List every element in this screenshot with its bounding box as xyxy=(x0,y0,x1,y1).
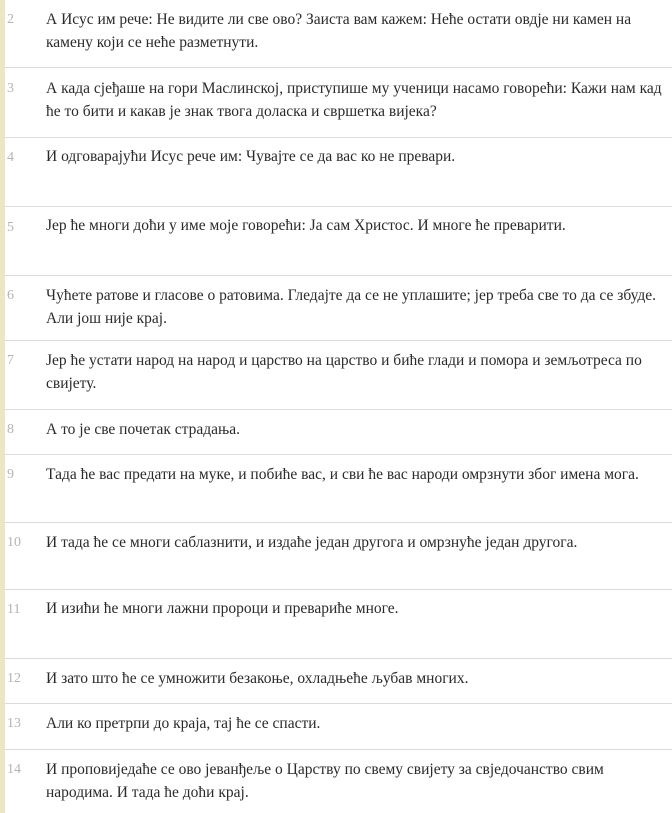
verse-row-12[interactable] xyxy=(5,659,672,704)
verse-number: 13 xyxy=(7,716,21,731)
verse-row-8[interactable] xyxy=(5,410,672,455)
verse-row-7[interactable] xyxy=(5,341,672,410)
verse-row-10[interactable] xyxy=(5,523,672,590)
verse-number: 12 xyxy=(7,671,21,686)
verse-row-6[interactable] xyxy=(5,276,672,341)
verse-row-9[interactable] xyxy=(5,455,672,523)
verse-number: 14 xyxy=(7,762,21,777)
verse-row-2[interactable] xyxy=(5,0,672,68)
verse-text: Тада ће вас предати на муке, и побиће вас, и сви ће вас народи омрзнути због имена мога. xyxy=(46,466,639,483)
verse-text: Чућете ратове и гласове о ратовима. Гледајте да се не уплашите; јер треба све то да се збуде. Али још није крај. xyxy=(46,287,657,327)
verse-row-11[interactable] xyxy=(5,590,672,659)
verse-number: 3 xyxy=(7,81,14,96)
verse-list xyxy=(5,0,672,813)
verse-number: 11 xyxy=(7,602,21,617)
verse-number: 6 xyxy=(7,288,14,303)
verse-row-3[interactable] xyxy=(5,68,672,138)
verse-row-5[interactable] xyxy=(5,207,672,276)
verse-text: И изићи ће многи лажни пророци и превариће многе. xyxy=(46,600,399,617)
verse-number: 10 xyxy=(7,535,21,550)
verse-text: А Исус им рече: Не видите ли све ово? Заиста вам кажем: Неће остати овдје ни камен на камену који се неће разметнути. xyxy=(46,11,632,51)
verse-text: А када сјеђаше на гори Маслинској, приступише му ученици насамо говорећи: Кажи нам кад ће то бити и какав је знак твога доласка и свршетка вијека? xyxy=(46,80,662,120)
verse-text: И зато што ће се умножити безакоње, охладњеће љубав многих. xyxy=(46,670,469,687)
verse-text: Јер ће многи доћи у име моје говорећи: Ја сам Христос. И многе ће преварити. xyxy=(46,217,566,234)
verse-number: 9 xyxy=(7,467,14,482)
verse-number: 7 xyxy=(7,353,14,368)
verse-number: 5 xyxy=(7,220,14,235)
verse-row-14[interactable] xyxy=(5,750,672,813)
verse-number: 2 xyxy=(7,12,14,27)
verse-number: 8 xyxy=(7,422,14,437)
verse-text: И тада ће се многи саблазнити, и издаће један другога и омрзнуће један другога. xyxy=(46,534,578,551)
verse-text: Али ко претрпи до краја, тај ће се спасти. xyxy=(46,715,321,732)
verse-text: И проповиједаће се ово јеванђеље о Царству по свему свијету за свједочанство свим народима. И тада ће доћи крај. xyxy=(46,761,604,801)
verse-text: И одговарајући Исус рече им: Чувајте се да вас ко не превари. xyxy=(46,148,456,165)
verse-text: Јер ће устати народ на народ и царство на царство и биће глади и помора и земљотреса по свијету. xyxy=(46,352,642,392)
verse-number: 4 xyxy=(7,150,14,165)
verse-row-4[interactable] xyxy=(5,138,672,207)
verse-row-13[interactable] xyxy=(5,704,672,750)
verse-text: А то је све почетак страдања. xyxy=(46,421,240,438)
